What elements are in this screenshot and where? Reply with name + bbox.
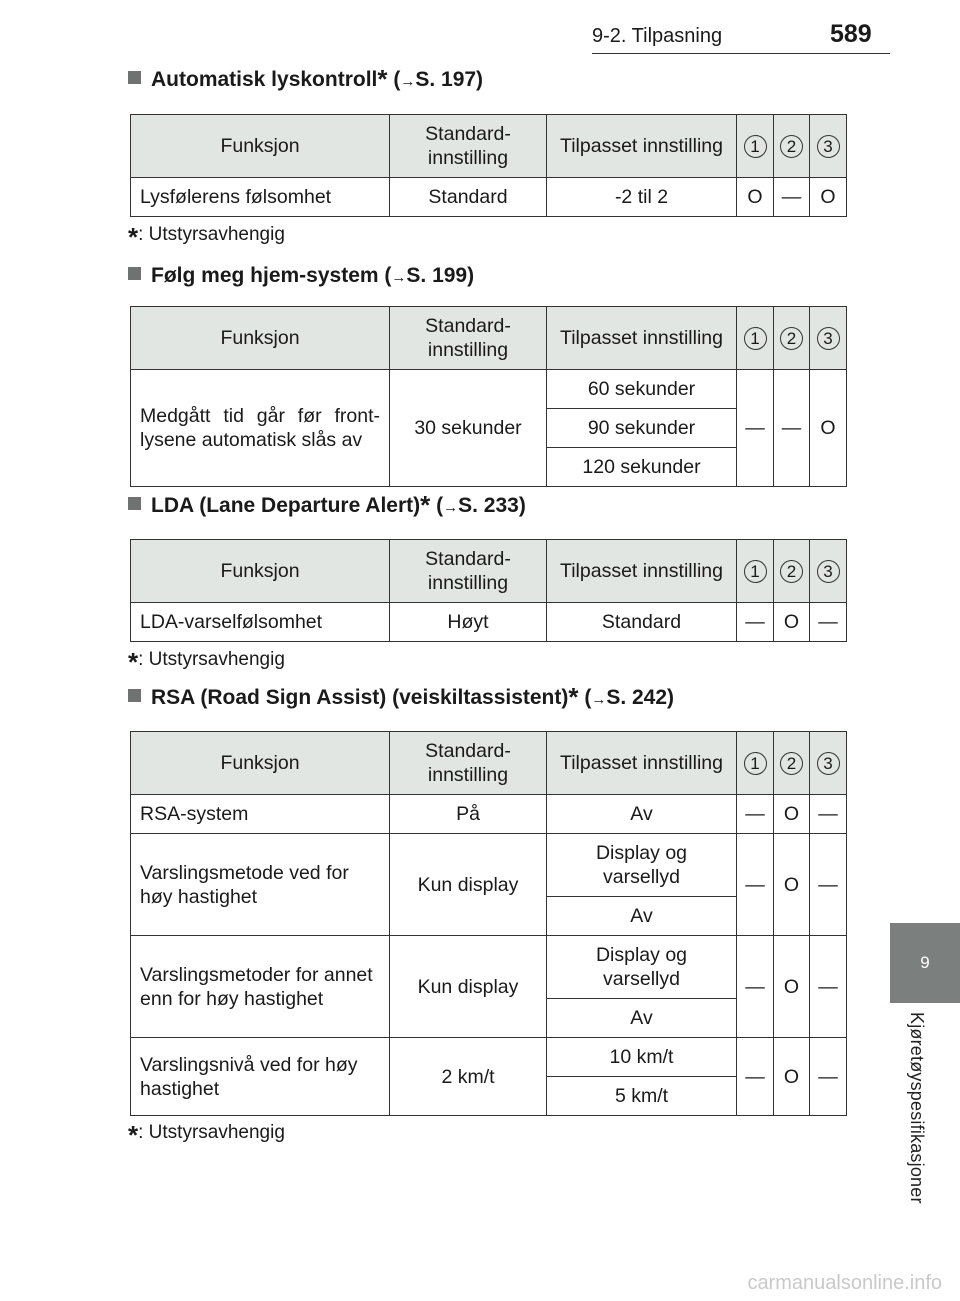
footnote: *: Utstyrsavhengig bbox=[128, 647, 285, 677]
col-header-1: 1 bbox=[737, 540, 774, 603]
col-header-default: Standard- innstilling bbox=[390, 307, 547, 370]
col-header-1: 1 bbox=[737, 115, 774, 178]
table-row: Varslingsmetode ved for høy hastighet Kun display Display og varsellyd — O — bbox=[131, 834, 847, 897]
bullet-square-icon bbox=[128, 71, 141, 84]
col-header-default: Standard- innstilling bbox=[390, 115, 547, 178]
col-header-2: 2 bbox=[774, 307, 810, 370]
header-rule bbox=[592, 53, 890, 54]
col-header-function: Funksjon bbox=[131, 540, 390, 603]
page-reference: S. 199) bbox=[406, 264, 475, 287]
settings-table-follow-me-home: Funksjon Standard- innstilling Tilpasset innstilling 1 2 3 Medgått tid går før front-lysene automatisk slås av 30 sekunder 60 sekunder — — O 90 sekunder 120 sekunder bbox=[130, 306, 847, 487]
arrow-icon: → bbox=[400, 73, 416, 90]
arrow-icon: → bbox=[443, 499, 459, 516]
settings-table-auto-light bbox=[130, 114, 847, 217]
table-row: Lysfølerens følsomhet Standard -2 til 2 O — O bbox=[131, 178, 847, 217]
bullet-square-icon bbox=[128, 497, 141, 510]
section-heading-lda: LDA (Lane Departure Alert)* (→S. 233) bbox=[128, 494, 526, 518]
section-title: 9-2. Tilpasning bbox=[592, 25, 723, 47]
col-header-function: Funksjon bbox=[131, 115, 390, 178]
footnote: *: Utstyrsavhengig bbox=[128, 1120, 285, 1150]
bullet-square-icon bbox=[128, 689, 141, 702]
section-heading-follow-me-home: Følg meg hjem-system (→S. 199) bbox=[128, 264, 474, 288]
chapter-tab bbox=[890, 923, 960, 1003]
col-header-function: Funksjon bbox=[131, 732, 390, 795]
watermark: carmanualsonline.info bbox=[747, 1272, 942, 1294]
table-row: LDA-varselfølsomhet Høyt Standard — O — bbox=[131, 603, 847, 642]
arrow-icon: → bbox=[591, 691, 607, 708]
asterisk-mark: * bbox=[377, 64, 388, 94]
table-row: RSA-system På Av — O — bbox=[131, 795, 847, 834]
col-header-3: 3 bbox=[810, 115, 847, 178]
section-heading-auto-light: Automatisk lyskontroll* (→S. 197) bbox=[128, 68, 483, 92]
col-header-default: Standard- innstilling bbox=[390, 540, 547, 603]
col-header-custom: Tilpasset innstilling bbox=[547, 115, 737, 178]
chapter-number: 9 bbox=[920, 953, 930, 972]
settings-table-rsa: Funksjon Standard- innstilling Tilpasset innstilling 1 2 3 RSA-system På Av — O — Varslingsmetode ved for høy hastighet Kun display Display og varsellyd — O — Av Varslingsmetoder for annet enn for høy hastighet Kun display Display og varsellyd — O — Av Varslingsnivå ved for høy hastighet 2 km/t 10 km/t — O — 5 km/t bbox=[130, 731, 847, 1116]
col-header-custom: Tilpasset innstilling bbox=[547, 307, 737, 370]
settings-table-lda bbox=[130, 539, 847, 642]
asterisk-mark: * bbox=[568, 682, 579, 712]
bullet-square-icon bbox=[128, 267, 141, 280]
arrow-icon: → bbox=[391, 269, 407, 286]
col-header-3: 3 bbox=[810, 307, 847, 370]
col-header-default: Standard- innstilling bbox=[390, 732, 547, 795]
col-header-custom: Tilpasset innstilling bbox=[547, 540, 737, 603]
page-reference: S. 197) bbox=[415, 68, 484, 91]
col-header-2: 2 bbox=[774, 115, 810, 178]
col-header-2: 2 bbox=[774, 732, 810, 795]
page-reference: S. 233) bbox=[458, 494, 526, 517]
page-number: 589 bbox=[830, 20, 872, 48]
col-header-2: 2 bbox=[774, 540, 810, 603]
chapter-title: Kjøretøyspesifikasjoner bbox=[907, 1012, 927, 1204]
table-row: Medgått tid går før front-lysene automatisk slås av 30 sekunder 60 sekunder — — O bbox=[131, 370, 847, 409]
page-reference: S. 242) bbox=[606, 686, 675, 709]
table-row: Varslingsnivå ved for høy hastighet 2 km/t 10 km/t — O — bbox=[131, 1038, 847, 1077]
col-header-1: 1 bbox=[737, 732, 774, 795]
col-header-3: 3 bbox=[810, 540, 847, 603]
col-header-custom: Tilpasset innstilling bbox=[547, 732, 737, 795]
col-header-function: Funksjon bbox=[131, 307, 390, 370]
footnote: *: Utstyrsavhengig bbox=[128, 222, 285, 252]
col-header-1: 1 bbox=[737, 307, 774, 370]
table-row: Varslingsmetoder for annet enn for høy hastighet Kun display Display og varsellyd — O — bbox=[131, 936, 847, 999]
asterisk-mark: * bbox=[420, 490, 431, 520]
section-heading-rsa: RSA (Road Sign Assist) (veiskiltassistent)* (→S. 242) bbox=[128, 686, 674, 710]
col-header-3: 3 bbox=[810, 732, 847, 795]
